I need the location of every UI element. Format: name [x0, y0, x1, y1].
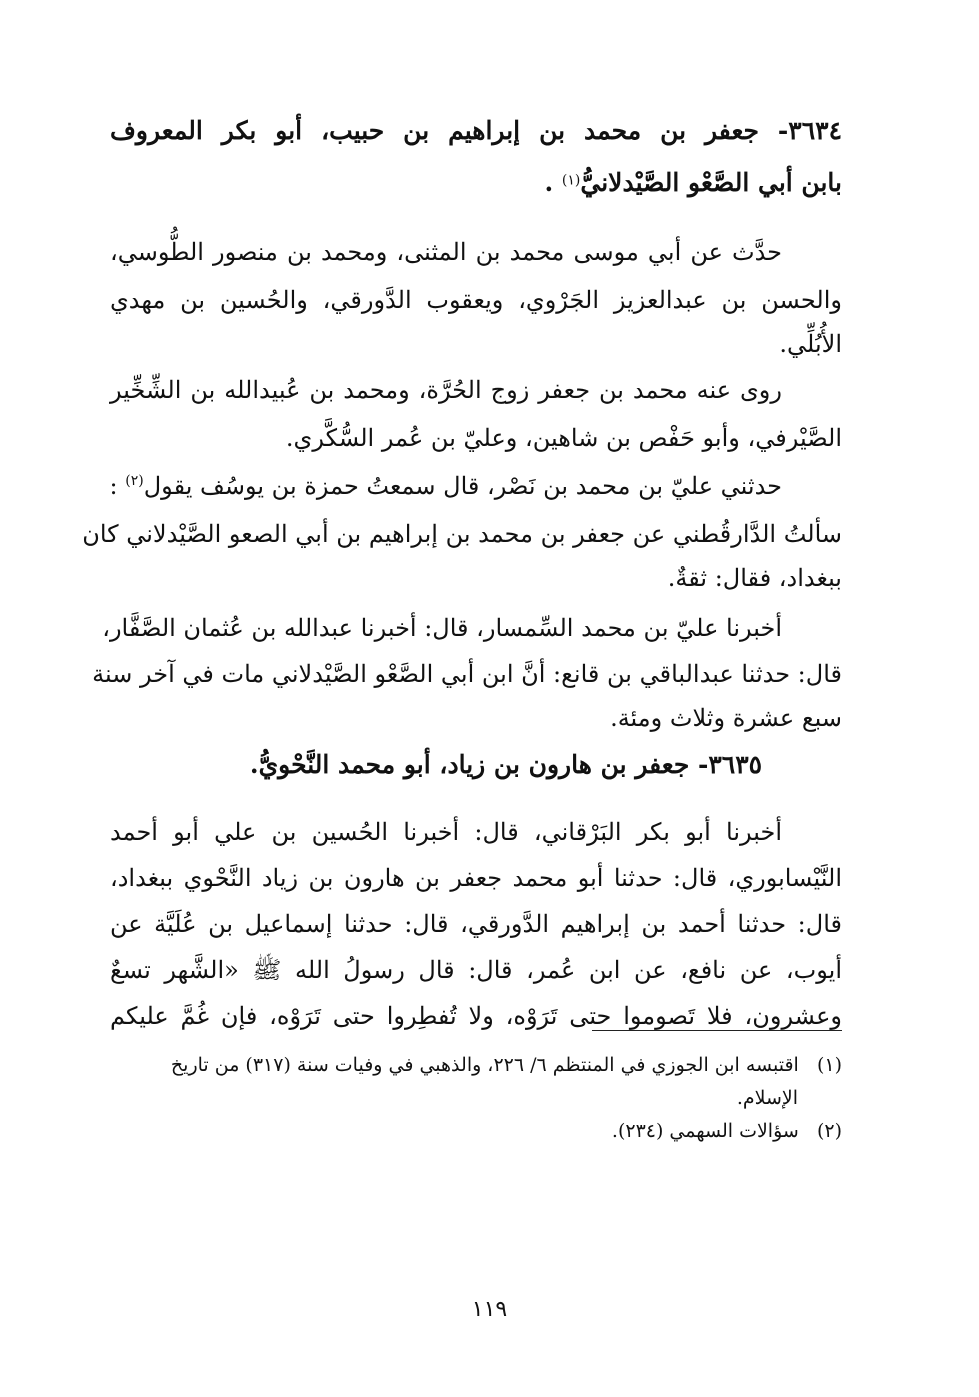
footnote-number: (٢) — [816, 1120, 842, 1142]
entry-3634 — [110, 118, 842, 143]
footnote-number: (١) — [816, 1054, 842, 1076]
paragraph-line: والحسن بن عبدالعزيز الجَرْوي، ويعقوب الدَّورقي، والحُسين بن مهدي — [110, 286, 842, 314]
paragraph-line: أخبرنا أبو بكر البَرْقاني، قال: أخبرنا الحُسين بن علي أبو أحمد — [110, 818, 782, 846]
footnote-text: سؤالات السهمي (٢٣٤). — [611, 1120, 799, 1142]
footnote-line — [110, 1122, 842, 1141]
paragraph-line: قال: حدثنا أحمد بن إبراهيم الدَّورقي، قال: حدثنا إسماعيل بن عُلَيَّة عن — [110, 910, 842, 938]
paragraph-text: حدثني عليّ بن محمد بن نَصْر، قال سمعتُ حمزة بن يوسُف يقول — [143, 472, 782, 500]
footnote-text: اقتبسه ابن الجوزي في المنتظم ٦/ ٢٢٦، والذهبي في وفيات سنة (٣١٧) من تاريخ — [170, 1054, 799, 1076]
page-number: ١١٩ — [471, 1297, 508, 1322]
paragraph-line: أيوب، عن نافع، عن ابن عُمر، قال: قال رسولُ الله ﷺ «الشَّهر تسعٌ — [110, 956, 842, 984]
footnote-ref: (١) — [561, 172, 581, 189]
paragraph-line: روى عنه محمد بن جعفر زوج الحُرَّة، ومحمد بن عُبيدالله بن الشِّخِّير — [110, 376, 782, 404]
paragraph — [110, 820, 842, 1028]
entry-3635 — [110, 752, 842, 777]
paragraph — [82, 472, 842, 592]
footnote-ref: (٢) — [125, 473, 144, 489]
paragraph-text: : — [109, 472, 126, 500]
entry-heading: ٣٦٣٥- جعفر بن هارون بن زياد، أبو محمد النَّحْويُّ. — [249, 750, 763, 779]
paragraph-line — [110, 474, 842, 498]
footnote-separator — [592, 1030, 842, 1031]
paragraph-line: النَّيْسابوري، قال: حدثنا أبو محمد جعفر بن هارون بن زياد النَّحْوي ببغداد، — [110, 864, 842, 892]
footnote — [110, 1122, 842, 1141]
paragraph-line: الأُبُلِّي. — [779, 330, 842, 358]
paragraph-line: الصَّيْرفي، وأبو حَفْص بن شاهين، وعليّ بن عُمر السُّكَّري. — [285, 424, 842, 452]
heading-period: . — [544, 168, 562, 197]
entry-heading-line-2 — [545, 168, 843, 197]
paragraph-line: سألتُ الدَّارقُطني عن جعفر بن محمد بن إبراهيم بن أبي الصعو الصَّيْدلاني كان — [82, 520, 842, 548]
entry-heading-line: ٣٦٣٤- جعفر بن محمد بن إبراهيم بن حبيب، أبو بكر المعروف — [110, 116, 842, 145]
paragraph-line: ببغداد، فقال: ثقةٌ. — [667, 564, 842, 592]
paragraph — [110, 240, 842, 356]
paragraph-line: قال: حدثنا عبدالباقي بن قانع: أنَّ ابن أبي الصَّعْو الصَّيْدلاني مات في آخر سنة — [92, 660, 842, 688]
footnotes — [110, 1056, 842, 1141]
paragraph-line: حدَّث عن أبي موسى محمد بن المثنى، ومحمد بن منصور الطُّوسي، — [110, 238, 782, 266]
footnote-line: الإسلام. — [736, 1087, 798, 1109]
footnote — [110, 1056, 842, 1108]
paragraph-line: وعشرون، فلا تَصوموا حتى تَرَوْه، ولا تُفطِروا حتى تَرَوْه، فإن غُمَّ عليكم — [110, 1002, 843, 1030]
entry-heading-text: بابن أبي الصَّعْو الصَّيْدلانيُّ — [580, 168, 842, 197]
paragraph — [92, 614, 842, 732]
paragraph — [110, 378, 842, 450]
paragraph-line: سبع عشرة وثلاث ومئة. — [610, 704, 842, 732]
paragraph-line: أخبرنا عليّ بن محمد السِّمسار، قال: أخبرنا عبدالله بن عُثمان الصَّفَّار، — [102, 614, 782, 642]
footnote-line — [110, 1056, 842, 1075]
